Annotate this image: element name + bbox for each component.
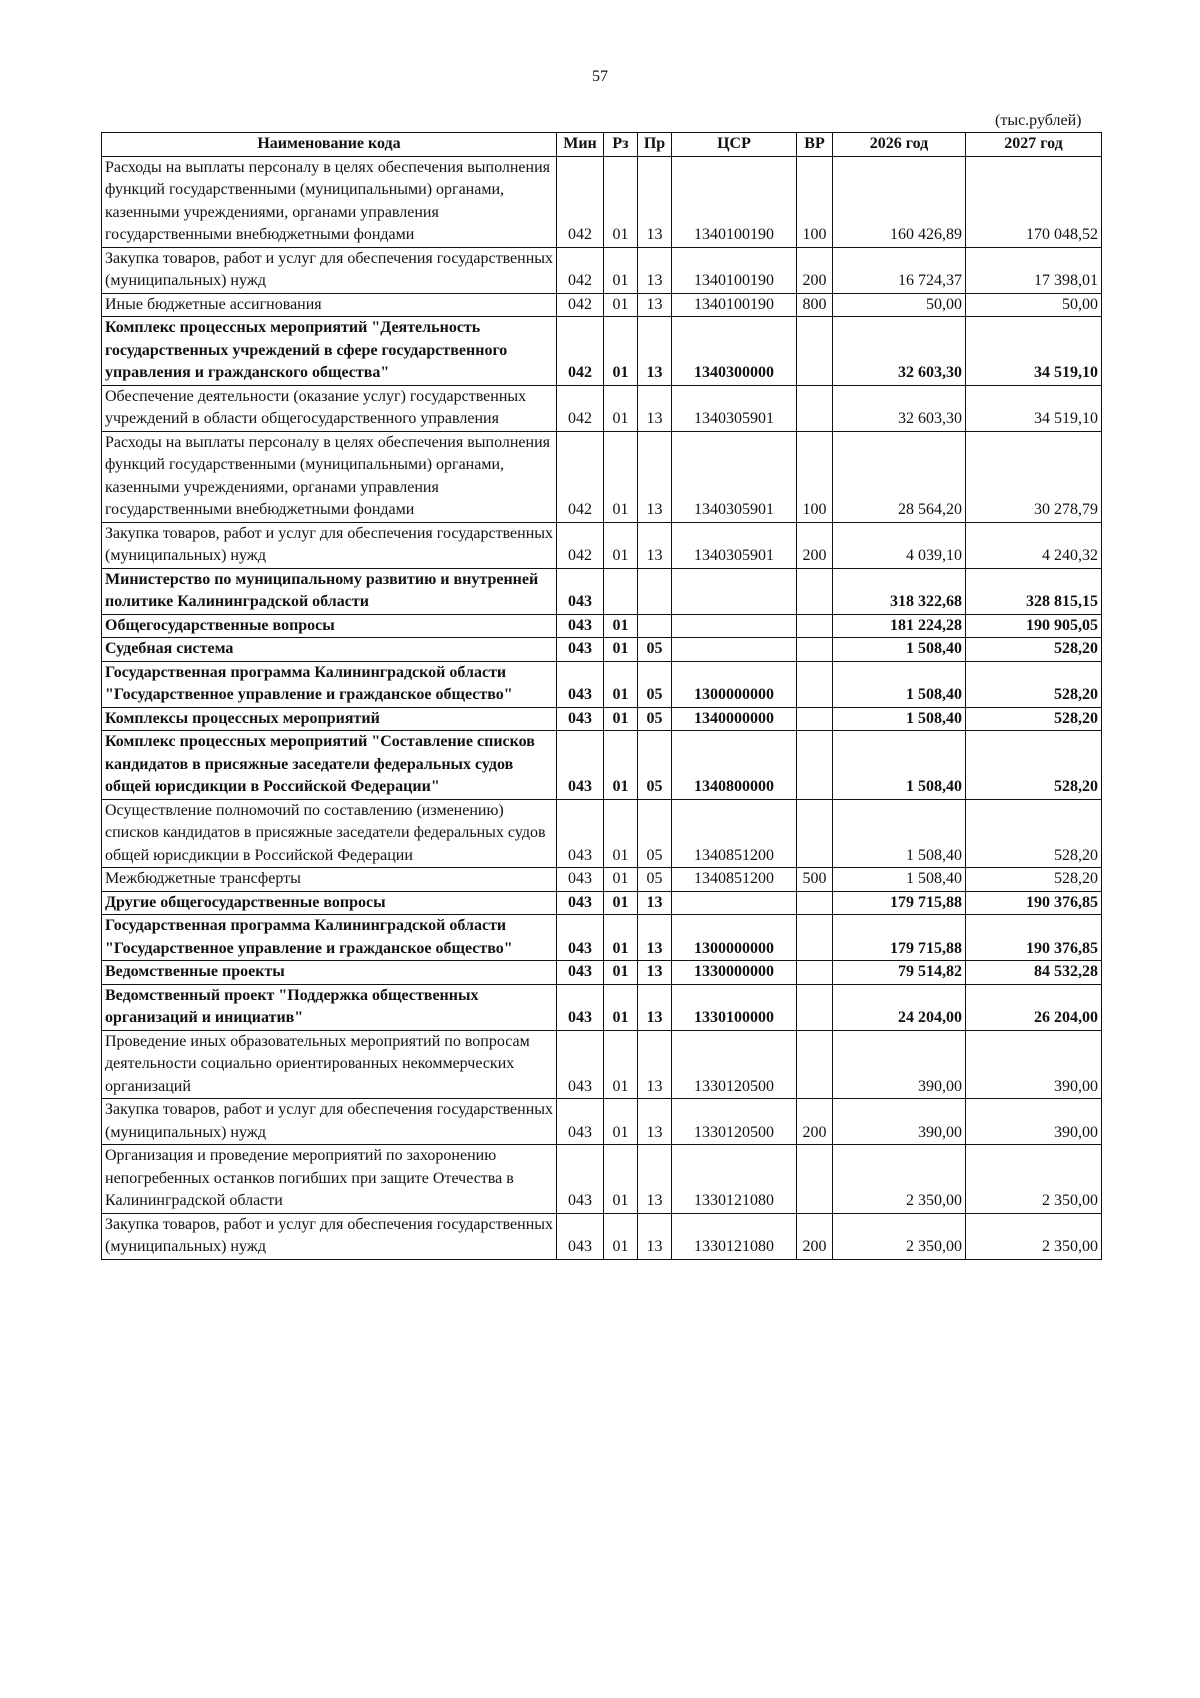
cell-csr: 1330120500 bbox=[672, 1099, 797, 1145]
cell-pr bbox=[638, 614, 672, 638]
table-row bbox=[102, 156, 1102, 247]
cell-pr: 13 bbox=[638, 915, 672, 961]
cell-2027: 17 398,01 bbox=[966, 247, 1102, 293]
cell-2027: 190 905,05 bbox=[966, 614, 1102, 638]
header-2026: 2026 год bbox=[833, 133, 966, 157]
cell-csr: 1340305901 bbox=[672, 385, 797, 431]
table-row bbox=[102, 1099, 1102, 1145]
cell-vr bbox=[797, 385, 833, 431]
table-body bbox=[102, 156, 1102, 1259]
cell-vr: 200 bbox=[797, 247, 833, 293]
cell-pr: 13 bbox=[638, 1099, 672, 1145]
cell-pr: 13 bbox=[638, 1213, 672, 1259]
cell-name: Расходы на выплаты персоналу в целях обеспечения выполнения функций государственными (муниципальными) органами, казенными учреждениями, органами управления государственными внебюджетными фондами bbox=[102, 156, 557, 247]
cell-rz: 01 bbox=[604, 961, 638, 985]
cell-2027: 190 376,85 bbox=[966, 915, 1102, 961]
cell-vr: 200 bbox=[797, 1099, 833, 1145]
cell-name: Межбюджетные трансферты bbox=[102, 868, 557, 892]
cell-2027: 2 350,00 bbox=[966, 1213, 1102, 1259]
cell-vr bbox=[797, 1030, 833, 1099]
cell-csr bbox=[672, 891, 797, 915]
cell-csr: 1330000000 bbox=[672, 961, 797, 985]
cell-rz: 01 bbox=[604, 731, 638, 800]
cell-csr: 1340100190 bbox=[672, 293, 797, 317]
table-row bbox=[102, 638, 1102, 662]
table-row bbox=[102, 614, 1102, 638]
header-min: Мин bbox=[557, 133, 604, 157]
cell-2027: 190 376,85 bbox=[966, 891, 1102, 915]
cell-2026: 318 322,68 bbox=[833, 568, 966, 614]
cell-name: Ведомственный проект "Поддержка общественных организаций и инициатив" bbox=[102, 984, 557, 1030]
cell-min: 043 bbox=[557, 799, 604, 868]
table-row bbox=[102, 293, 1102, 317]
cell-name: Комплекс процессных мероприятий "Составление списков кандидатов в присяжные заседатели федеральных судов общей юрисдикции в Российской Федерации" bbox=[102, 731, 557, 800]
cell-2027: 528,20 bbox=[966, 661, 1102, 707]
cell-2027: 30 278,79 bbox=[966, 431, 1102, 522]
cell-name: Другие общегосударственные вопросы bbox=[102, 891, 557, 915]
cell-name: Проведение иных образовательных мероприятий по вопросам деятельности социально ориентированных некоммерческих организаций bbox=[102, 1030, 557, 1099]
cell-min: 043 bbox=[557, 891, 604, 915]
cell-name: Комплекс процессных мероприятий "Деятельность государственных учреждений в сфере государственного управления и гражданского общества" bbox=[102, 317, 557, 386]
cell-csr: 1340305901 bbox=[672, 431, 797, 522]
cell-2026: 1 508,40 bbox=[833, 638, 966, 662]
cell-min: 042 bbox=[557, 247, 604, 293]
cell-min: 043 bbox=[557, 984, 604, 1030]
cell-2027: 34 519,10 bbox=[966, 385, 1102, 431]
cell-csr: 1340100190 bbox=[672, 247, 797, 293]
cell-rz: 01 bbox=[604, 293, 638, 317]
cell-2027: 528,20 bbox=[966, 707, 1102, 731]
table-row bbox=[102, 568, 1102, 614]
table-row bbox=[102, 707, 1102, 731]
cell-vr bbox=[797, 731, 833, 800]
cell-2027: 26 204,00 bbox=[966, 984, 1102, 1030]
table-row bbox=[102, 891, 1102, 915]
cell-vr: 500 bbox=[797, 868, 833, 892]
cell-pr: 13 bbox=[638, 156, 672, 247]
cell-name: Обеспечение деятельности (оказание услуг) государственных учреждений в области общегосударственного управления bbox=[102, 385, 557, 431]
cell-pr: 13 bbox=[638, 247, 672, 293]
header-rz: Рз bbox=[604, 133, 638, 157]
table-row bbox=[102, 868, 1102, 892]
cell-2026: 181 224,28 bbox=[833, 614, 966, 638]
cell-rz: 01 bbox=[604, 891, 638, 915]
cell-2027: 84 532,28 bbox=[966, 961, 1102, 985]
cell-rz: 01 bbox=[604, 707, 638, 731]
cell-2026: 32 603,30 bbox=[833, 385, 966, 431]
cell-name: Закупка товаров, работ и услуг для обеспечения государственных (муниципальных) нужд bbox=[102, 1099, 557, 1145]
header-vr: ВР bbox=[797, 133, 833, 157]
cell-min: 042 bbox=[557, 385, 604, 431]
header-csr: ЦСР bbox=[672, 133, 797, 157]
cell-vr bbox=[797, 984, 833, 1030]
cell-rz: 01 bbox=[604, 799, 638, 868]
cell-2027: 528,20 bbox=[966, 638, 1102, 662]
cell-name: Организация и проведение мероприятий по захоронению непогребенных останков погибших при защите Отечества в Калининградской области bbox=[102, 1145, 557, 1214]
cell-min: 042 bbox=[557, 156, 604, 247]
cell-csr bbox=[672, 614, 797, 638]
cell-min: 043 bbox=[557, 1030, 604, 1099]
unit-note: (тыс.рублей) bbox=[995, 112, 1082, 129]
cell-name: Расходы на выплаты персоналу в целях обеспечения выполнения функций государственными (муниципальными) органами, казенными учреждениями, органами управления государственными внебюджетными фондами bbox=[102, 431, 557, 522]
table-row bbox=[102, 522, 1102, 568]
table-row bbox=[102, 247, 1102, 293]
cell-vr bbox=[797, 568, 833, 614]
cell-vr bbox=[797, 638, 833, 662]
cell-min: 043 bbox=[557, 568, 604, 614]
cell-vr: 100 bbox=[797, 431, 833, 522]
cell-csr: 1340300000 bbox=[672, 317, 797, 386]
cell-name: Закупка товаров, работ и услуг для обеспечения государственных (муниципальных) нужд bbox=[102, 1213, 557, 1259]
cell-vr: 200 bbox=[797, 1213, 833, 1259]
cell-2026: 4 039,10 bbox=[833, 522, 966, 568]
cell-min: 042 bbox=[557, 522, 604, 568]
cell-pr: 13 bbox=[638, 431, 672, 522]
cell-min: 043 bbox=[557, 961, 604, 985]
cell-2026: 1 508,40 bbox=[833, 799, 966, 868]
cell-rz: 01 bbox=[604, 661, 638, 707]
cell-rz: 01 bbox=[604, 868, 638, 892]
table-row bbox=[102, 1030, 1102, 1099]
cell-2026: 179 715,88 bbox=[833, 891, 966, 915]
cell-2027: 34 519,10 bbox=[966, 317, 1102, 386]
cell-rz: 01 bbox=[604, 247, 638, 293]
cell-2026: 2 350,00 bbox=[833, 1145, 966, 1214]
budget-table bbox=[101, 132, 1102, 1260]
cell-csr: 1330121080 bbox=[672, 1145, 797, 1214]
table-row bbox=[102, 1145, 1102, 1214]
cell-name: Ведомственные проекты bbox=[102, 961, 557, 985]
cell-2026: 1 508,40 bbox=[833, 731, 966, 800]
cell-2026: 1 508,40 bbox=[833, 707, 966, 731]
cell-name: Закупка товаров, работ и услуг для обеспечения государственных (муниципальных) нужд bbox=[102, 247, 557, 293]
cell-name: Общегосударственные вопросы bbox=[102, 614, 557, 638]
cell-rz: 01 bbox=[604, 522, 638, 568]
table-header-row bbox=[102, 133, 1102, 157]
cell-pr: 05 bbox=[638, 799, 672, 868]
cell-rz: 01 bbox=[604, 1145, 638, 1214]
cell-vr bbox=[797, 317, 833, 386]
cell-2026: 390,00 bbox=[833, 1099, 966, 1145]
cell-min: 043 bbox=[557, 661, 604, 707]
cell-csr: 1300000000 bbox=[672, 915, 797, 961]
cell-2027: 528,20 bbox=[966, 731, 1102, 800]
cell-name: Иные бюджетные ассигнования bbox=[102, 293, 557, 317]
cell-csr: 1340851200 bbox=[672, 799, 797, 868]
cell-vr: 200 bbox=[797, 522, 833, 568]
cell-min: 043 bbox=[557, 868, 604, 892]
cell-csr bbox=[672, 638, 797, 662]
cell-rz bbox=[604, 568, 638, 614]
cell-2026: 390,00 bbox=[833, 1030, 966, 1099]
cell-pr: 13 bbox=[638, 891, 672, 915]
table-row bbox=[102, 799, 1102, 868]
cell-rz: 01 bbox=[604, 984, 638, 1030]
cell-min: 043 bbox=[557, 1099, 604, 1145]
table-row bbox=[102, 961, 1102, 985]
cell-min: 042 bbox=[557, 293, 604, 317]
cell-name: Государственная программа Калининградской области "Государственное управление и гражданское общество" bbox=[102, 915, 557, 961]
cell-csr: 1300000000 bbox=[672, 661, 797, 707]
cell-csr: 1330121080 bbox=[672, 1213, 797, 1259]
cell-2027: 50,00 bbox=[966, 293, 1102, 317]
page-number: 57 bbox=[592, 68, 608, 85]
cell-2026: 1 508,40 bbox=[833, 661, 966, 707]
cell-pr: 05 bbox=[638, 707, 672, 731]
cell-pr: 13 bbox=[638, 961, 672, 985]
cell-min: 043 bbox=[557, 638, 604, 662]
cell-vr bbox=[797, 891, 833, 915]
cell-2026: 28 564,20 bbox=[833, 431, 966, 522]
cell-2026: 2 350,00 bbox=[833, 1213, 966, 1259]
cell-name: Государственная программа Калининградской области "Государственное управление и гражданское общество" bbox=[102, 661, 557, 707]
cell-vr bbox=[797, 661, 833, 707]
cell-pr: 05 bbox=[638, 661, 672, 707]
cell-rz: 01 bbox=[604, 1099, 638, 1145]
cell-pr: 13 bbox=[638, 522, 672, 568]
cell-2027: 2 350,00 bbox=[966, 1145, 1102, 1214]
cell-pr: 13 bbox=[638, 984, 672, 1030]
table-row bbox=[102, 385, 1102, 431]
cell-rz: 01 bbox=[604, 614, 638, 638]
cell-2026: 50,00 bbox=[833, 293, 966, 317]
cell-rz: 01 bbox=[604, 317, 638, 386]
table-row bbox=[102, 984, 1102, 1030]
cell-pr: 13 bbox=[638, 293, 672, 317]
cell-2027: 528,20 bbox=[966, 799, 1102, 868]
header-2027: 2027 год bbox=[966, 133, 1102, 157]
cell-vr bbox=[797, 915, 833, 961]
table-row bbox=[102, 915, 1102, 961]
cell-pr: 05 bbox=[638, 731, 672, 800]
cell-csr: 1340305901 bbox=[672, 522, 797, 568]
table-row bbox=[102, 317, 1102, 386]
cell-min: 043 bbox=[557, 1145, 604, 1214]
cell-csr: 1340000000 bbox=[672, 707, 797, 731]
cell-rz: 01 bbox=[604, 915, 638, 961]
cell-name: Осуществление полномочий по составлению (изменению) списков кандидатов в присяжные заседатели федеральных судов общей юрисдикции в Российской Федерации bbox=[102, 799, 557, 868]
cell-name: Министерство по муниципальному развитию и внутренней политике Калининградской области bbox=[102, 568, 557, 614]
cell-min: 042 bbox=[557, 317, 604, 386]
table-row bbox=[102, 1213, 1102, 1259]
cell-pr: 13 bbox=[638, 1145, 672, 1214]
header-name: Наименование кода bbox=[102, 133, 557, 157]
cell-csr: 1340100190 bbox=[672, 156, 797, 247]
cell-vr: 800 bbox=[797, 293, 833, 317]
cell-rz: 01 bbox=[604, 638, 638, 662]
cell-2027: 4 240,32 bbox=[966, 522, 1102, 568]
cell-2026: 1 508,40 bbox=[833, 868, 966, 892]
cell-rz: 01 bbox=[604, 1213, 638, 1259]
cell-vr bbox=[797, 1145, 833, 1214]
table-row bbox=[102, 661, 1102, 707]
cell-rz: 01 bbox=[604, 1030, 638, 1099]
cell-name: Судебная система bbox=[102, 638, 557, 662]
cell-min: 043 bbox=[557, 731, 604, 800]
header-pr: Пр bbox=[638, 133, 672, 157]
cell-2027: 390,00 bbox=[966, 1030, 1102, 1099]
cell-rz: 01 bbox=[604, 431, 638, 522]
cell-vr bbox=[797, 961, 833, 985]
cell-csr bbox=[672, 568, 797, 614]
cell-csr: 1340800000 bbox=[672, 731, 797, 800]
cell-pr bbox=[638, 568, 672, 614]
cell-2026: 24 204,00 bbox=[833, 984, 966, 1030]
cell-csr: 1330120500 bbox=[672, 1030, 797, 1099]
cell-pr: 13 bbox=[638, 385, 672, 431]
cell-2026: 179 715,88 bbox=[833, 915, 966, 961]
cell-vr: 100 bbox=[797, 156, 833, 247]
cell-csr: 1330100000 bbox=[672, 984, 797, 1030]
cell-pr: 13 bbox=[638, 1030, 672, 1099]
cell-name: Закупка товаров, работ и услуг для обеспечения государственных (муниципальных) нужд bbox=[102, 522, 557, 568]
cell-rz: 01 bbox=[604, 385, 638, 431]
cell-2026: 79 514,82 bbox=[833, 961, 966, 985]
cell-min: 043 bbox=[557, 915, 604, 961]
cell-pr: 13 bbox=[638, 317, 672, 386]
cell-min: 042 bbox=[557, 431, 604, 522]
cell-min: 043 bbox=[557, 614, 604, 638]
cell-pr: 05 bbox=[638, 868, 672, 892]
cell-vr bbox=[797, 707, 833, 731]
cell-name: Комплексы процессных мероприятий bbox=[102, 707, 557, 731]
cell-2027: 170 048,52 bbox=[966, 156, 1102, 247]
cell-rz: 01 bbox=[604, 156, 638, 247]
cell-vr bbox=[797, 799, 833, 868]
table-row bbox=[102, 731, 1102, 800]
cell-2026: 32 603,30 bbox=[833, 317, 966, 386]
cell-2027: 390,00 bbox=[966, 1099, 1102, 1145]
cell-vr bbox=[797, 614, 833, 638]
cell-min: 043 bbox=[557, 1213, 604, 1259]
cell-min: 043 bbox=[557, 707, 604, 731]
cell-pr: 05 bbox=[638, 638, 672, 662]
cell-csr: 1340851200 bbox=[672, 868, 797, 892]
cell-2026: 160 426,89 bbox=[833, 156, 966, 247]
cell-2026: 16 724,37 bbox=[833, 247, 966, 293]
cell-2027: 528,20 bbox=[966, 868, 1102, 892]
table-row bbox=[102, 431, 1102, 522]
cell-2027: 328 815,15 bbox=[966, 568, 1102, 614]
